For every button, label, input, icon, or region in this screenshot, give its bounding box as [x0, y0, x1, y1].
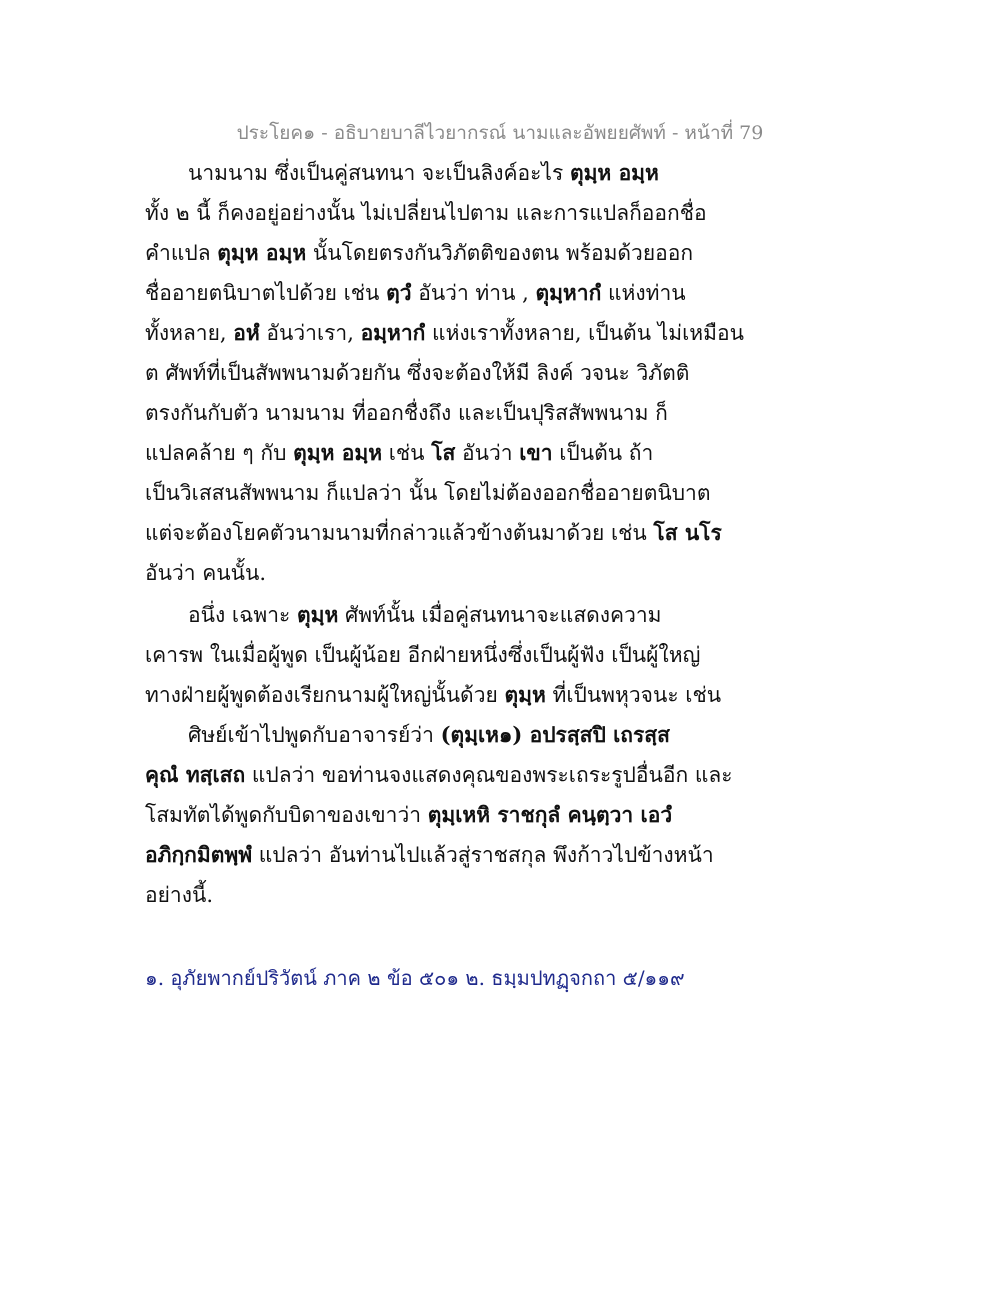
text-line: [145, 438, 653, 468]
text-run: แปลว่า อันท่านไปแล้วสู่ราชสกุล พึงก้าวไปข้างหน้า: [252, 843, 714, 867]
bold-term: ตุมฺห อมฺห: [293, 440, 383, 465]
text-line: [145, 478, 710, 508]
text-run: แต่จะต้องโยคตัวนามนามที่กล่าวแล้วข้างต้นมาด้วย เช่น: [145, 521, 654, 545]
text-run: อันว่าเรา,: [259, 321, 361, 345]
text-line: [145, 238, 693, 268]
text-run: ศิษย์เข้าไปพูดกับอาจารย์ว่า: [188, 723, 441, 747]
text-run: ต ศัพท์ที่เป็นสัพพนามด้วยกัน ซึ่งจะต้องให้มี ลิงค์ วจนะ วิภัตติ: [145, 361, 690, 385]
text-run: เป็นวิเสสนสัพพนาม ก็แปลว่า นั้น โดยไม่ต้องออกชื่ออายตนิบาต: [145, 481, 711, 505]
text-line: [188, 158, 659, 188]
bold-term: ตุมฺห อมฺห: [569, 160, 659, 185]
bold-term: อภิกฺกมิตพฺพํ: [145, 842, 253, 867]
text-run: แห่งเราทั้งหลาย, เป็นต้น ไม่เหมือน: [425, 321, 744, 345]
text-line: [145, 398, 668, 428]
text-line: [145, 558, 266, 588]
text-run: นามนาม ซึ่งเป็นคู่สนทนา จะเป็นลิงค์อะไร: [188, 161, 570, 185]
text-run: โสมทัตได้พูดกับบิดาของเขาว่า: [145, 803, 428, 827]
text-run: อันว่า คนนั้น.: [145, 561, 267, 585]
text-run: อันว่า ท่าน ,: [411, 281, 536, 305]
text-run: เป็นต้น ถ้า: [552, 441, 654, 465]
text-line: [145, 198, 707, 228]
text-line: [145, 358, 689, 388]
text-run: ทั้งหลาย,: [145, 321, 234, 345]
bold-term: อหํ: [233, 320, 260, 345]
text-line: [188, 720, 670, 750]
text-run: ทางฝ่ายผู้พูดต้องเรียกนามผู้ใหญ่นั้นด้วย: [145, 683, 505, 707]
text-run: เช่น: [382, 441, 432, 465]
bold-term: เขา: [519, 440, 553, 465]
text-run: แปลว่า ขอท่านจงแสดงคุณของพระเถระรูปอื่นอีก และ: [245, 763, 733, 787]
footnote: ๑. อุภัยพากย์ปริวัตน์ ภาค ๒ ข้อ ๕๐๑ ๒. ธมฺมปทฏฺจกถา ๕/๑๑๙: [145, 966, 685, 990]
text-run: ตรงกันกับตัว นามนาม ที่ออกชื่งถึง และเป็นปุริสสัพพนาม ก็: [145, 401, 668, 425]
bold-term: โส นโร: [653, 520, 722, 545]
text-line: [145, 840, 714, 870]
text-line: [188, 600, 662, 630]
text-run: เคารพ ในเมื่อผู้พูด เป็นผู้น้อย อีกฝ่ายหนึ่งซึ่งเป็นผู้ฟัง เป็นผู้ใหญ่: [145, 643, 701, 667]
text-line: [145, 278, 686, 308]
text-line: [145, 800, 672, 830]
text-line: [145, 680, 721, 710]
text-run: อนึ่ง เฉพาะ: [188, 603, 297, 627]
text-run: นั้นโดยตรงกันวิภัตติของตน พร้อมด้วยออก: [306, 241, 694, 265]
text-run: แห่งท่าน: [601, 281, 686, 305]
text-run: ที่เป็นพหุวจนะ เช่น: [545, 683, 722, 707]
text-run: ศัพท์นั้น เมื่อคู่สนทนาจะแสดงความ: [338, 603, 662, 627]
bold-term: ตุมฺหากํ: [535, 280, 602, 305]
bold-term: ตุมฺห อมฺห: [217, 240, 307, 265]
bold-term: ตุมฺห: [504, 682, 546, 707]
text-run: ทั้ง ๒ นี้ ก็คงอยู่อย่างนั้น ไม่เปลี่ยนไปตาม และการแปลก็ออกชื่อ: [145, 201, 707, 225]
text-run: อันว่า: [455, 441, 520, 465]
text-line: [145, 518, 722, 548]
text-line: [145, 318, 744, 348]
text-run: คำแปล: [145, 241, 218, 265]
bold-term: ตฺวํ: [386, 280, 412, 305]
text-run: แปลคล้าย ๆ กับ: [145, 441, 294, 465]
text-line: [145, 640, 700, 670]
bold-term: คุณํ ทสฺเสถ: [145, 762, 246, 787]
bold-term: ตุมฺเหหิ ราชกุลํ คนฺตฺวา เอวํ: [427, 802, 673, 827]
bold-term: โส: [431, 440, 456, 465]
text-run: อย่างนี้.: [145, 883, 213, 907]
text-line: [145, 760, 733, 790]
bold-term: ตุมฺห: [296, 602, 339, 627]
text-run: ชื่ออายตนิบาตไปด้วย เช่น: [145, 281, 387, 305]
bold-term: อมฺหากํ: [360, 320, 426, 345]
text-line: [145, 880, 213, 910]
bold-term: (ตุมฺเห๑) อปรสฺสปิ เถรสฺส: [440, 722, 670, 747]
running-header: ประโยค๑ - อธิบายบาลีไวยากรณ์ นามและอัพยยศัพท์ - หน้าที่ 79: [236, 122, 764, 144]
